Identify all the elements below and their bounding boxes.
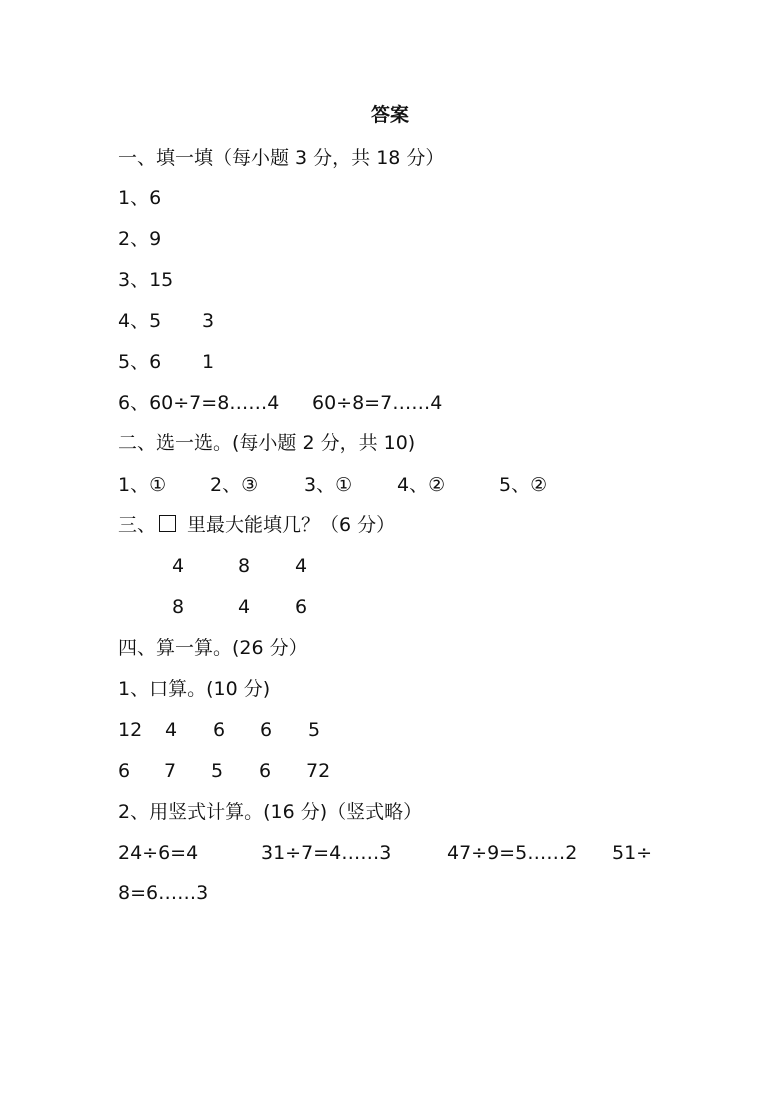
section-1-heading: 一、填一填（每小题 3 分，共 18 分） [118,147,445,169]
oral-answer: 4 [165,719,178,741]
calc-answer: 24÷6=4 [118,842,199,864]
section-4-heading: 四、算一算。(26 分） [118,637,308,659]
box-answer: 4 [238,596,251,618]
choice-answer: 4、② [397,474,446,496]
answer-line: 3、15 [118,269,174,291]
answer-line: 4、5 [118,310,162,332]
subsection-heading: 1、口算。(10 分) [118,678,271,700]
oral-answer: 5 [308,719,321,741]
choice-answer: 5、② [499,474,548,496]
section-3-heading [118,513,395,537]
calc-answer: 31÷7=4……3 [261,842,392,864]
oral-answer: 6 [213,719,226,741]
answer-line: 2、9 [118,228,162,250]
section-2-heading: 二、选一选。(每小题 2 分，共 10) [118,432,416,454]
subsection-heading: 2、用竖式计算。(16 分)（竖式略） [118,801,423,823]
answer-value: 60÷8=7……4 [312,392,443,414]
oral-answer: 6 [260,719,273,741]
blank-box-icon [159,515,176,532]
box-answer: 8 [238,555,251,577]
calc-answer: 51÷ [612,842,653,864]
box-answer: 4 [295,555,308,577]
oral-answer: 6 [259,760,272,782]
answer-line: 6、60÷7=8……4 [118,392,280,414]
choice-answer: 2、③ [210,474,259,496]
answer-value: 1 [202,351,215,373]
answer-line: 5、6 [118,351,162,373]
calc-answer: 8=6……3 [118,882,209,904]
box-answer: 6 [295,596,308,618]
answer-line: 1、6 [118,187,162,209]
choice-answer: 3、① [304,474,353,496]
section-3-suffix: 里最大能填几？（6 分） [187,514,396,536]
box-answer: 8 [172,596,185,618]
oral-answer: 6 [118,760,131,782]
page-title: 答案 [371,104,410,126]
section-3-prefix: 三、 [118,514,157,536]
oral-answer: 7 [164,760,177,782]
answer-value: 3 [202,310,215,332]
oral-answer: 12 [118,719,143,741]
calc-answer: 47÷9=5……2 [447,842,578,864]
box-answer: 4 [172,555,185,577]
oral-answer: 72 [306,760,331,782]
oral-answer: 5 [211,760,224,782]
choice-answer: 1、① [118,474,167,496]
